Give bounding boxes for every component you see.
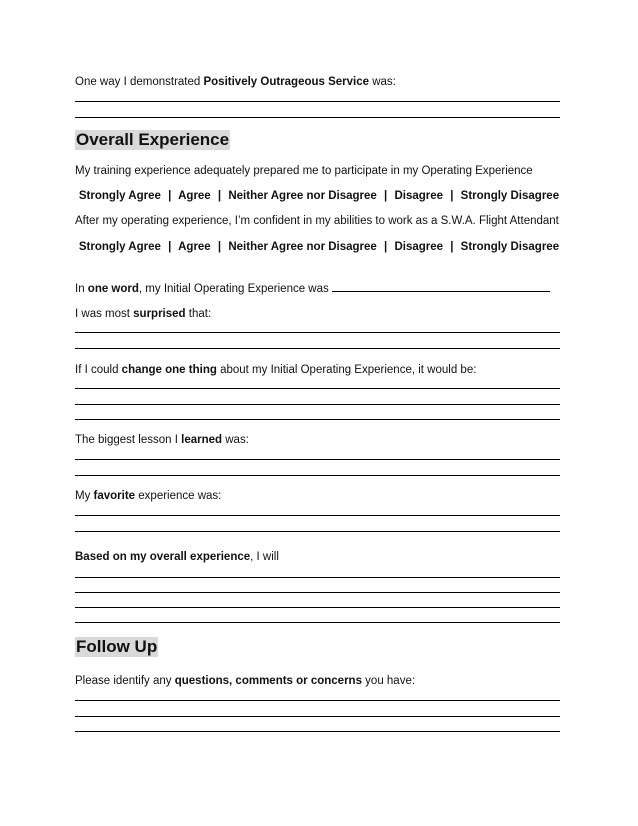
question-one-word-bold: one word xyxy=(87,283,139,295)
scale-option-strongly-agree[interactable]: Strongly Agree xyxy=(78,190,161,202)
scale-option-neither[interactable]: Neither Agree nor Disagree xyxy=(228,241,377,253)
answer-line[interactable] xyxy=(75,592,560,593)
agreement-scale-confident[interactable] xyxy=(75,240,563,254)
question-one-word-post: , my Initial Operating Experience was xyxy=(138,283,329,295)
answer-line[interactable] xyxy=(75,731,560,732)
question-based-on-post: , I will xyxy=(250,551,279,563)
answer-line[interactable] xyxy=(75,388,560,389)
scale-separator: | xyxy=(168,241,172,253)
question-one-word-pre: In xyxy=(75,283,88,295)
answer-line[interactable] xyxy=(75,622,560,623)
scale-separator: | xyxy=(217,190,222,202)
question-lesson-bold: learned xyxy=(181,434,223,446)
question-lesson-pre: The biggest lesson I xyxy=(75,434,182,446)
answer-line[interactable] xyxy=(75,404,560,405)
answer-line[interactable] xyxy=(75,332,560,333)
scale-separator: | xyxy=(384,190,388,202)
question-surprised-bold: surprised xyxy=(133,308,186,320)
scale-option-strongly-disagree[interactable]: Strongly Disagree xyxy=(460,190,560,202)
question-based-on xyxy=(75,550,279,564)
question-favorite-pre: My xyxy=(75,490,94,502)
question-confident: After my operating experience, I’m confident in my abilities to work as a S.W.A. Flight Attendant xyxy=(75,215,559,227)
question-favorite-bold: favorite xyxy=(93,490,136,502)
question-comments-bold: questions, comments or concerns xyxy=(174,675,362,687)
question-based-on-bold: Based on my overall experience xyxy=(75,551,251,563)
answer-line[interactable] xyxy=(75,475,560,476)
answer-line[interactable] xyxy=(75,716,560,717)
scale-option-disagree[interactable]: Disagree xyxy=(394,241,444,253)
answer-line[interactable] xyxy=(75,419,560,420)
section-heading-overall-experience: Overall Experience xyxy=(76,130,230,149)
question-comments-post: you have: xyxy=(361,675,416,687)
question-service-bold: Positively Outrageous Service xyxy=(203,76,370,88)
question-service-post: was: xyxy=(369,76,396,88)
question-surprised-pre: I was most xyxy=(75,308,134,320)
question-change xyxy=(75,363,476,377)
agreement-scale-training[interactable] xyxy=(75,189,563,203)
question-service xyxy=(75,75,396,89)
scale-option-neither[interactable]: Neither Agree nor Disagree xyxy=(228,190,377,202)
answer-line[interactable] xyxy=(75,459,560,460)
scale-separator: | xyxy=(168,190,172,202)
scale-separator: | xyxy=(384,241,388,253)
question-change-post: about my Initial Operating Experience, it would be: xyxy=(216,364,477,376)
answer-line[interactable] xyxy=(75,531,560,532)
answer-line[interactable] xyxy=(75,117,560,118)
scale-separator: | xyxy=(450,241,454,253)
question-comments xyxy=(75,674,415,688)
scale-option-agree[interactable]: Agree xyxy=(178,190,211,202)
answer-line[interactable] xyxy=(75,348,560,349)
scale-option-strongly-agree[interactable]: Strongly Agree xyxy=(78,241,161,253)
question-service-pre: One way I demonstrated xyxy=(75,76,204,88)
answer-line[interactable] xyxy=(75,700,560,701)
question-lesson-post: was: xyxy=(222,434,249,446)
question-one-word xyxy=(75,281,550,296)
answer-line[interactable] xyxy=(75,101,560,102)
scale-separator: | xyxy=(217,241,222,253)
section-heading-follow-up: Follow Up xyxy=(76,637,158,656)
answer-line[interactable] xyxy=(75,607,560,608)
scale-option-strongly-disagree[interactable]: Strongly Disagree xyxy=(460,241,560,253)
question-change-pre: If I could xyxy=(75,364,122,376)
question-favorite-post: experience was: xyxy=(135,490,222,502)
question-favorite xyxy=(75,489,221,503)
question-surprised xyxy=(75,307,211,321)
scale-separator: | xyxy=(450,190,454,202)
scale-option-disagree[interactable]: Disagree xyxy=(394,190,444,202)
question-lesson xyxy=(75,433,249,447)
scale-option-agree[interactable]: Agree xyxy=(178,241,211,253)
question-change-bold: change one thing xyxy=(121,364,217,376)
question-comments-pre: Please identify any xyxy=(75,675,175,687)
question-surprised-post: that: xyxy=(185,308,212,320)
question-training: My training experience adequately prepared me to participate in my Operating Experience xyxy=(75,165,533,177)
answer-line[interactable] xyxy=(75,577,560,578)
answer-line[interactable] xyxy=(75,515,560,516)
one-word-answer-blank[interactable] xyxy=(332,281,550,292)
